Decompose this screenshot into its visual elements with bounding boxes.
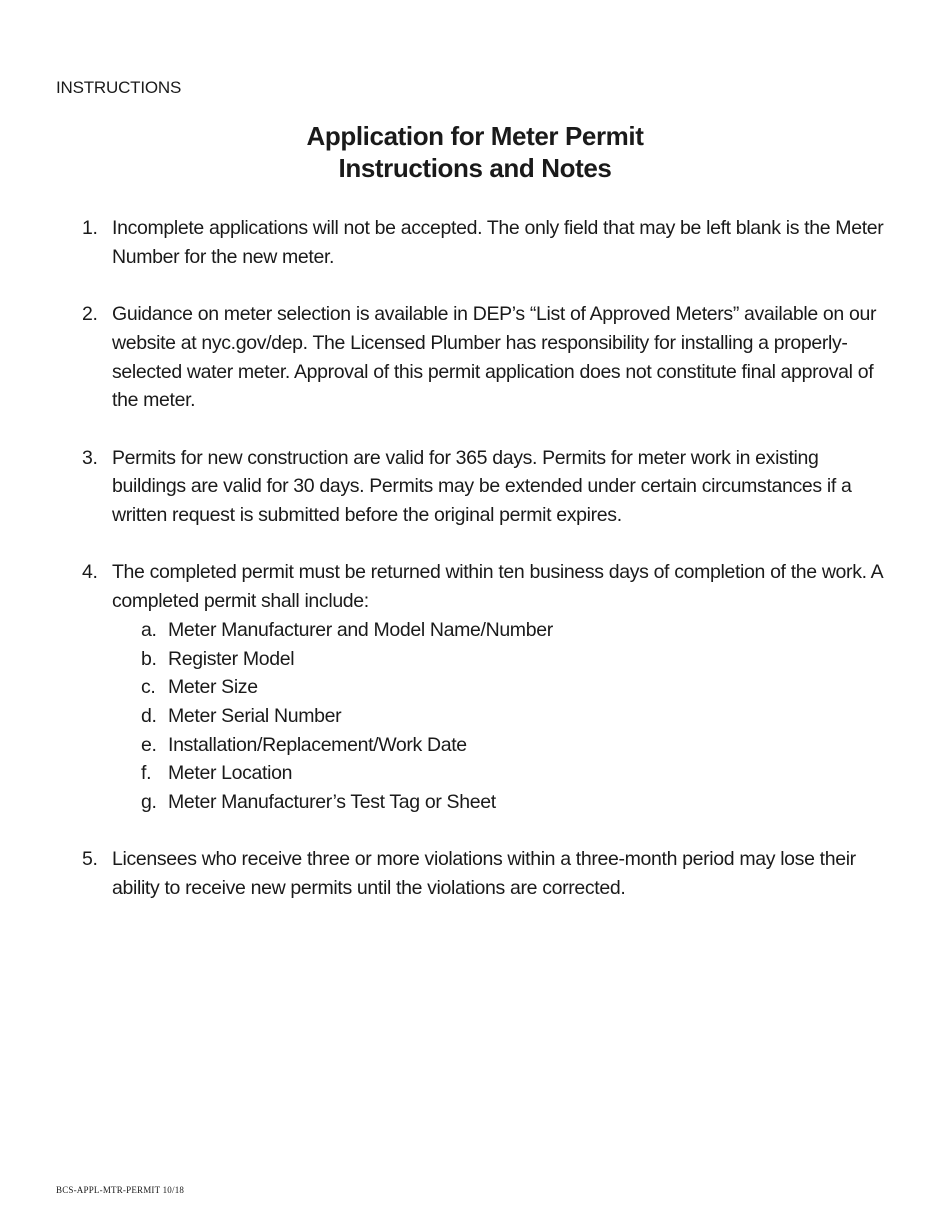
sub-item-e bbox=[112, 731, 897, 760]
item-text: Incomplete applications will not be accepted. The only field that may be left blank is the Meter Number for the new meter. bbox=[112, 217, 884, 268]
sub-item-text: Meter Serial Number bbox=[168, 704, 342, 727]
page-title bbox=[0, 120, 950, 184]
sub-item-text: Meter Manufacturer and Model Name/Number bbox=[168, 618, 553, 641]
item-number: 2. bbox=[82, 303, 98, 326]
sub-item-c bbox=[112, 673, 897, 702]
sub-item-d bbox=[112, 702, 897, 731]
sub-item-text: Meter Location bbox=[168, 762, 293, 785]
sub-item-a bbox=[112, 616, 897, 645]
instruction-item-2 bbox=[82, 300, 897, 415]
item-number: 4. bbox=[82, 561, 98, 584]
item-number: 3. bbox=[82, 446, 98, 469]
sub-item-text: Installation/Replacement/Work Date bbox=[168, 733, 467, 756]
instruction-item-5 bbox=[82, 845, 897, 902]
instructions-list bbox=[82, 214, 897, 932]
sub-item-letter: b. bbox=[141, 647, 157, 670]
sub-item-letter: d. bbox=[141, 704, 157, 727]
sub-item-f bbox=[112, 759, 897, 788]
item-text: The completed permit must be returned within ten business days of completion of the work. A completed permit shall include: bbox=[112, 561, 883, 613]
item-number: 1. bbox=[82, 217, 98, 239]
item-text: Permits for new construction are valid for 365 days. Permits for meter work in existing buildings are valid for 30 days. Permits may be extended under certain circumstances if a written request is submitted before the original permit expires. bbox=[112, 446, 852, 526]
sub-item-text: Register Model bbox=[168, 647, 295, 670]
instruction-item-3 bbox=[82, 444, 897, 530]
sub-item-letter: f. bbox=[141, 762, 152, 785]
title-line-2: Instructions and Notes bbox=[338, 153, 612, 183]
sub-item-letter: e. bbox=[141, 733, 157, 756]
item-number: 5. bbox=[82, 848, 98, 871]
item-text: Licensees who receive three or more violations within a three-month period may lose their ability to receive new permits until the violations are corrected. bbox=[112, 848, 856, 900]
instruction-item-1 bbox=[82, 214, 897, 271]
section-label: INSTRUCTIONS bbox=[56, 78, 182, 97]
sub-item-text: Meter Manufacturer’s Test Tag or Sheet bbox=[168, 791, 496, 814]
instruction-item-4 bbox=[82, 558, 897, 816]
item-text: Guidance on meter selection is available in DEP’s “List of Approved Meters” available on our website at nyc.gov/dep. The Licensed Plumber has responsibility for installing a properly-selected water meter. Approval of this permit application does not constitute final approval of the meter. bbox=[112, 303, 877, 412]
sub-item-text: Meter Size bbox=[168, 676, 258, 699]
sub-item-letter: a. bbox=[141, 618, 157, 641]
required-fields-list bbox=[112, 616, 897, 817]
sub-item-g bbox=[112, 788, 897, 817]
sub-item-b bbox=[112, 645, 897, 674]
title-line-1: Application for Meter Permit bbox=[306, 121, 644, 151]
form-code: BCS-APPL-MTR-PERMIT 10/18 bbox=[56, 1185, 185, 1195]
sub-item-letter: g. bbox=[141, 791, 157, 814]
sub-item-letter: c. bbox=[141, 676, 156, 699]
